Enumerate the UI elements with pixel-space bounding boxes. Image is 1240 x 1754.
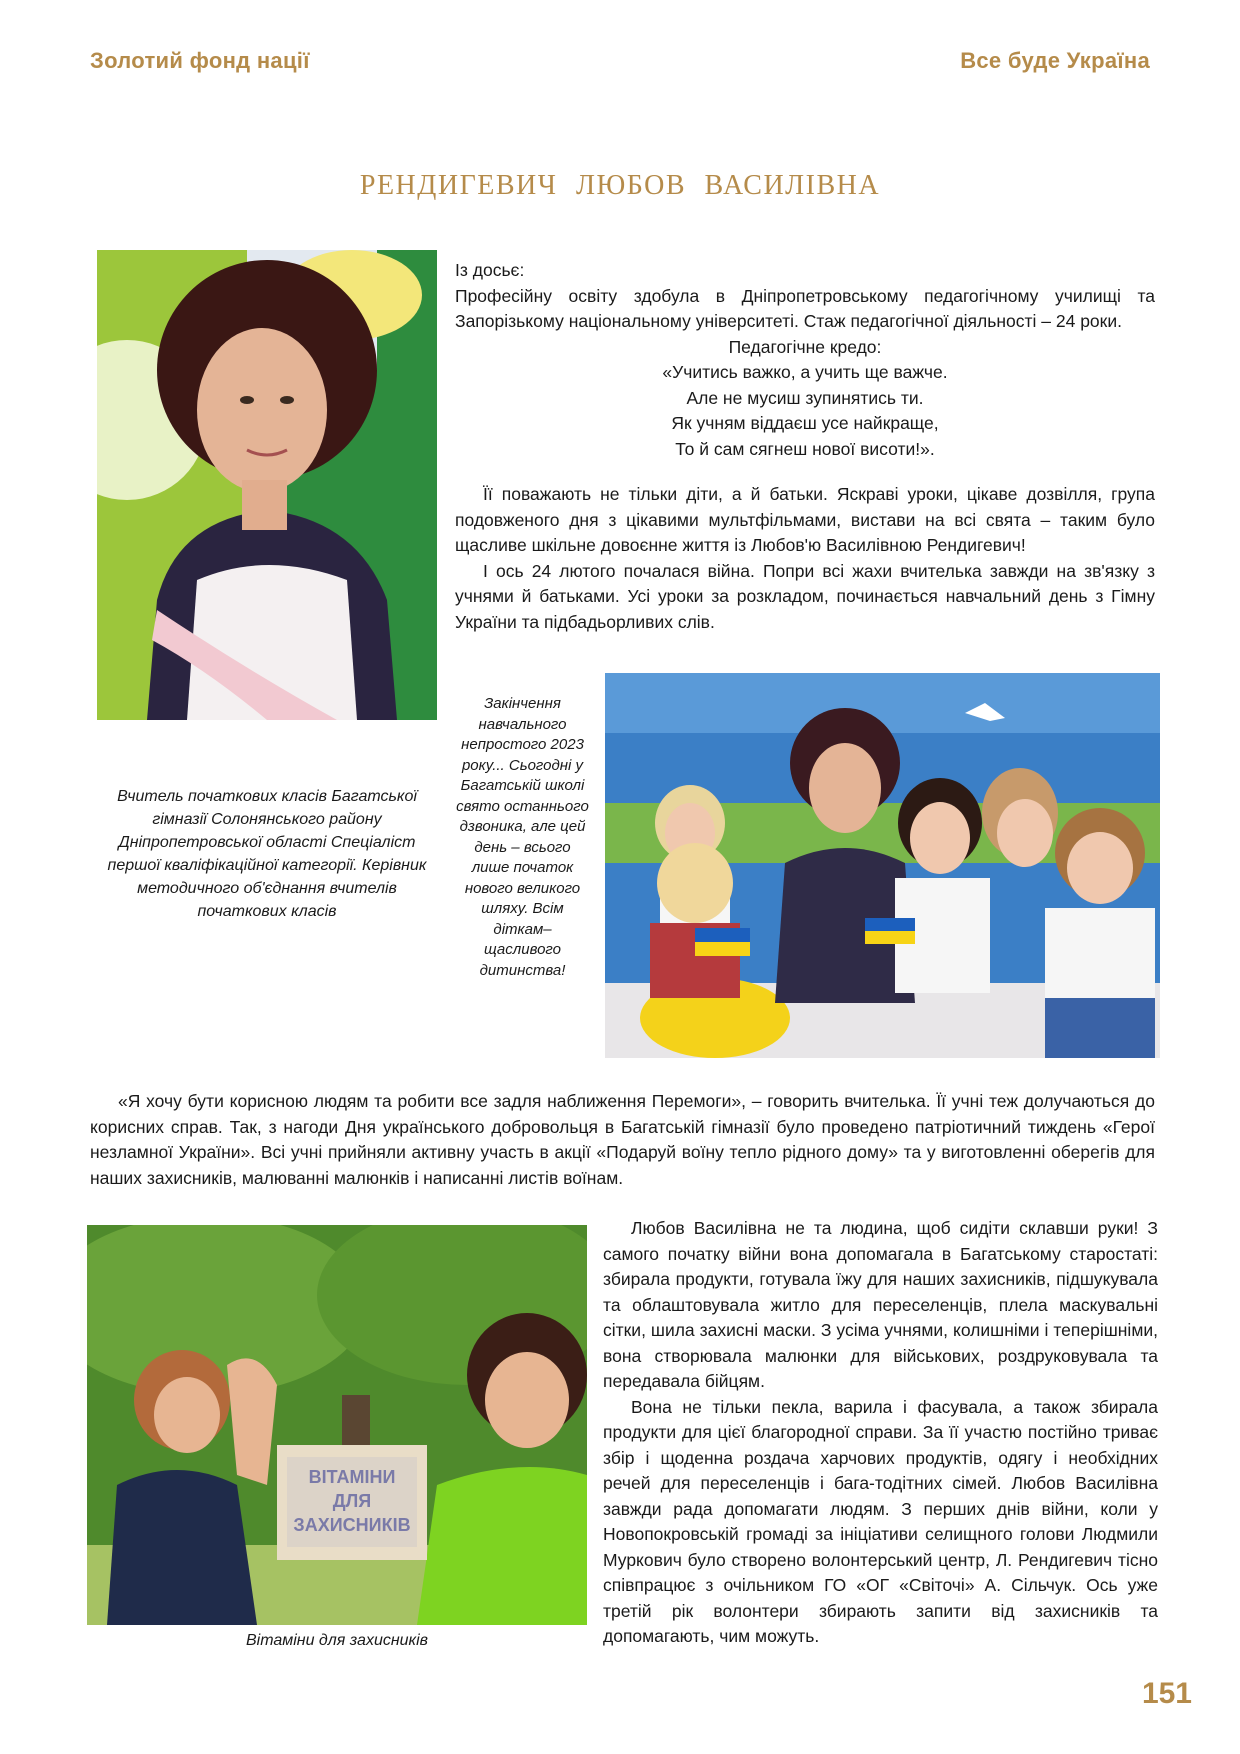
vitamins-photo	[87, 1225, 587, 1625]
credo-line: «Учитись важко, а учить ще важче.	[662, 362, 948, 382]
dossier-label: Із досьє:	[455, 260, 525, 280]
vitamins-caption: Вітаміни для захисників	[245, 1632, 429, 1649]
paragraph: Її поважають не тільки діти, а й батьки. Яскраві уроки, цікаве дозвілля, група подовженого дня з цікавими мультфільмами, вистави на всі свята – таким було щасливе шкільне довоєнне життя із Любов'ю Василівною Рендигевич!	[455, 484, 1155, 555]
credo-label: Педагогічне кредо:	[728, 336, 882, 357]
portrait-photo	[97, 250, 437, 720]
intro-paragraphs	[455, 482, 1155, 635]
portrait-caption: Вчитель початкових класів Багатської гімназії Солонянського району Дніпропетровської області Спеціаліст першої кваліфікаційної категорії. Керівник методичного об'єднання вчителів початкових класів	[107, 788, 427, 920]
quote-paragraph	[90, 1089, 1155, 1191]
running-header-right: Все буде Україна	[960, 48, 1150, 73]
class-photo-caption: Закінчення навчального непростого 2023 року... Сьогодні у Багатській школі свято останнього дзвоника, але цей день – всього лише початок нового великого шляху. Всім діткам– щасливого дитинства!	[456, 695, 589, 979]
paragraph: Любов Василівна не та людина, щоб сидіти склавши руки! З самого початку війни вона допомагала в Багатському старостаті: збирала продукти, готувала їжу для наших захисників, підшукувала та облаштовувала житло для переселенців, плела маскувальні сітки, шила захисні маски. З усіма учнями, колишніми і теперішніми, вона створювала малюнки для військових, роздруковувала та передавала бійцям.	[603, 1218, 1158, 1391]
box-label-line-3: ЗАХИСНИКІВ	[293, 1515, 411, 1535]
box-label-line-2: ДЛЯ	[332, 1491, 372, 1511]
volunteer-paragraphs	[603, 1216, 1158, 1650]
vitamins-image	[87, 1225, 587, 1625]
class-photo	[605, 673, 1160, 1058]
credo-line: Але не мусиш зупинятись ти.	[686, 387, 924, 408]
running-header-left: Золотий фонд нації	[90, 48, 310, 73]
credo-line: То й сам сягнеш нової висоти!».	[675, 438, 935, 459]
paragraph: Вона не тільки пекла, варила і фасувала, а також збирала продукти для цієї благородної справи. За її участю постійно триває збір і щоденна роздача харчових продуктів, одягу і необхідних речей для переселенців і бага-тодітних сімей. Любов Василівна завжди рада допомагати людям. З перших днів війни, коли у Новопокровській громаді за ініціативи селищного голови Людмили Муркович було створено волонтерський центр, Л. Рендигевич тісно співпрацює з очільником ГО «ОГ «Світочі» А. Сільчук. Ось уже третій рік волонтери збирають запити від захисників та допомагають, чим можуть.	[603, 1396, 1158, 1646]
paragraph: І ось 24 лютого почалася війна. Попри всі жахи вчителька завжди на зв'язку з учнями й батьками. Усі уроки за розкладом, починається навчальний день з Гімну України та підбадьорливих слів.	[455, 560, 1155, 632]
credo-line: Як учням віддаєш усе найкраще,	[671, 413, 939, 433]
dossier-education: Професійну освіту здобула в Дніпропетровському педагогічному училищі та Запорізькому національному університеті. Стаж педагогічної діяльності – 24 роки.	[455, 285, 1155, 331]
article-title: РЕНДИГЕВИЧ ЛЮБОВ ВАСИЛІВНА	[359, 170, 881, 201]
page-number: 151	[1141, 1677, 1192, 1710]
dossier-block	[455, 258, 1155, 462]
paragraph: «Я хочу бути корисною людям та робити все задля наближення Перемоги», – говорить вчителька. Її учні теж долучаються до корисних справ. Так, з нагоди Дня українського добровольця в Багатській гімназії було проведено патріотичний тиждень «Герої незламної України». Всі учні прийняли активну участь в акції «Подаруй воїну тепло рідного дому» та у виготовленні оберегів для наших захисників, малюванні малюнків і написанні листів воїнам.	[90, 1091, 1155, 1188]
class-image	[605, 673, 1160, 1058]
box-label-line-1: ВІТАМІНИ	[308, 1467, 396, 1487]
portrait-image	[97, 250, 437, 720]
